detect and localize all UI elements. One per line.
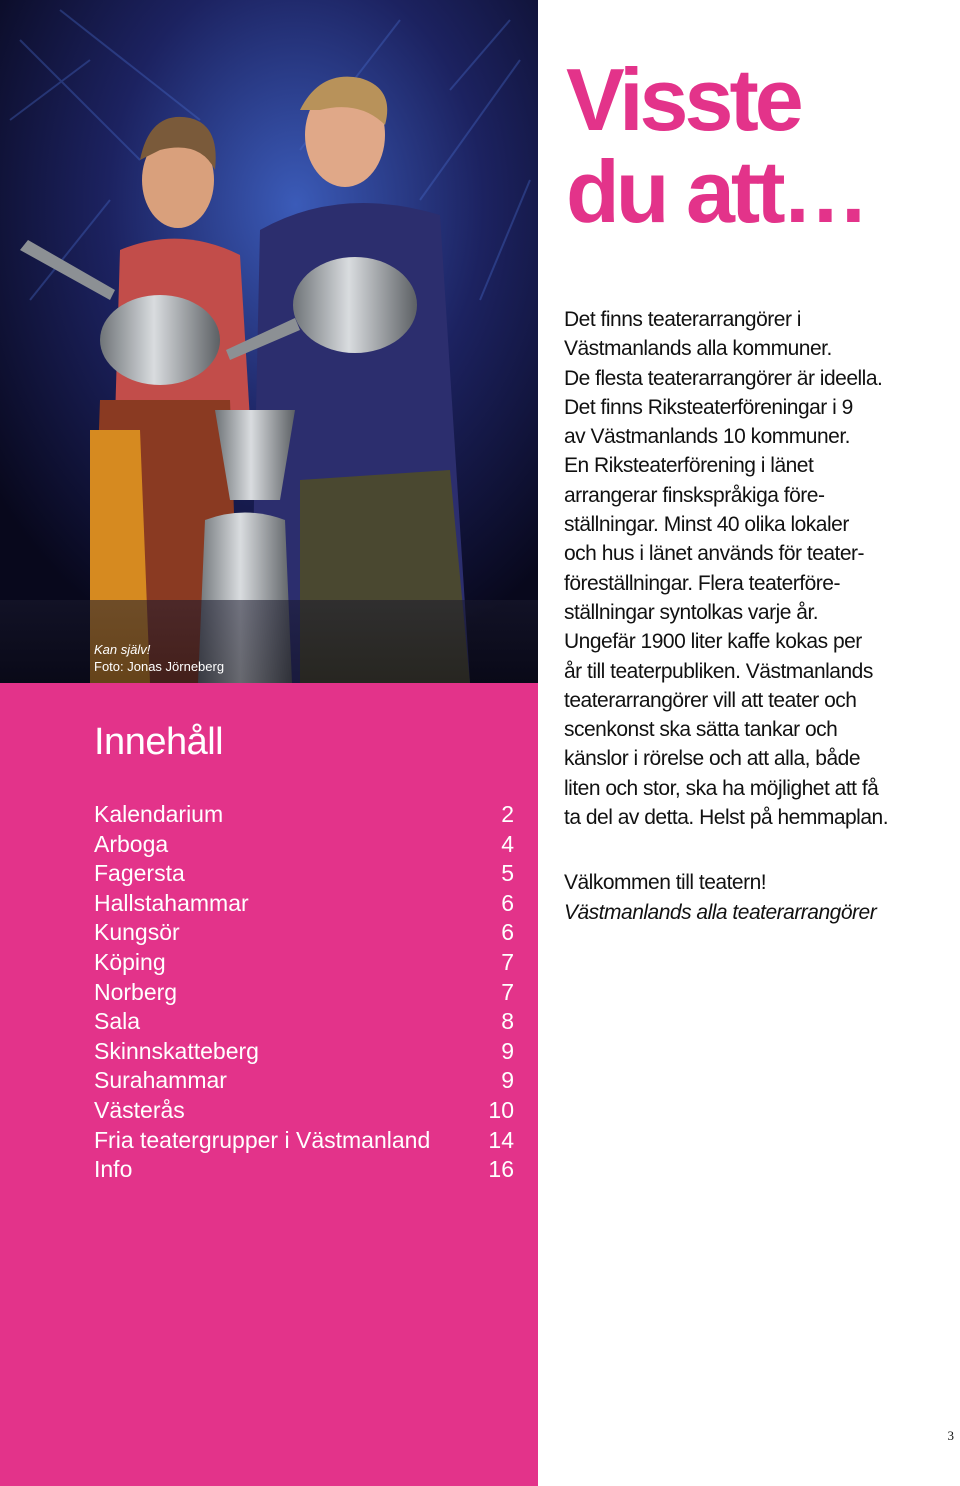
toc-entry <box>94 889 514 919</box>
toc-entry-page: 7 <box>501 978 514 1005</box>
toc-entry <box>94 859 514 889</box>
body-line: teaterarrangörer vill att teater och <box>564 688 857 712</box>
toc-entry <box>94 948 514 978</box>
toc-entry <box>94 1007 514 1037</box>
caption-title: Kan själv! <box>94 642 151 657</box>
signature: Västmanlands alla teaterarrangörer <box>564 901 877 924</box>
toc-entry-name: Sala <box>94 1008 141 1035</box>
body-line: och hus i länet används för teater- <box>564 542 865 566</box>
body-line: Ungefär 1900 liter kaffe kokas per <box>564 630 862 654</box>
body-line: arrangerar finskspråkiga före- <box>564 483 825 507</box>
toc-entry-page: 6 <box>501 889 514 916</box>
article-heading <box>566 50 866 241</box>
toc-entry <box>94 978 514 1008</box>
toc-entry <box>94 1126 514 1156</box>
photo-illustration <box>0 0 538 683</box>
contents-title: Innehåll <box>94 721 224 763</box>
toc-entry-name: Västerås <box>94 1096 185 1123</box>
body-line: Det finns Riksteaterföreningar i 9 <box>564 395 853 419</box>
body-line: De flesta teaterarrangörer är ideella. <box>564 366 883 390</box>
body-line: Västmanlands alla kommuner. <box>564 337 832 361</box>
heading-line-2: du att… <box>566 142 866 241</box>
body-line: ta del av detta. Helst på hemmaplan. <box>564 806 889 830</box>
article-column <box>538 0 960 1486</box>
toc-entry-name: Surahammar <box>94 1067 227 1094</box>
toc-entry-page: 4 <box>501 830 514 857</box>
toc-entry-page: 6 <box>501 919 514 946</box>
toc-entry-page: 5 <box>501 860 514 887</box>
body-line: föreställningar. Flera teaterföre- <box>564 571 840 595</box>
toc-entry-page: 9 <box>501 1037 514 1064</box>
toc-entry-name: Kungsör <box>94 919 180 946</box>
toc-entry-page: 16 <box>488 1156 514 1183</box>
heading-line-1: Visste <box>566 50 800 149</box>
toc-entry <box>94 1037 514 1067</box>
toc-entry-page: 2 <box>501 801 514 827</box>
toc-entry <box>94 918 514 948</box>
toc-entry <box>94 1096 514 1126</box>
body-line: Det finns teaterarrangörer i <box>564 308 801 331</box>
body-line: år till teaterpubliken. Västmanlands <box>564 659 873 683</box>
welcome-text: Välkommen till teatern! <box>564 871 767 894</box>
toc-entry-page: 9 <box>501 1067 514 1094</box>
toc-entry-page: 8 <box>501 1008 514 1035</box>
body-line: ställningar syntolkas varje år. <box>564 600 819 624</box>
toc-entry-page: 10 <box>488 1096 514 1123</box>
toc-entry <box>94 800 514 830</box>
toc-entry-name: Hallstahammar <box>94 889 249 916</box>
body-line: liten och stor, ska ha möjlighet att få <box>564 776 879 800</box>
toc-entry <box>94 1066 514 1096</box>
toc-entry-page: 7 <box>501 948 514 975</box>
body-line: En Riksteaterförening i länet <box>564 454 814 478</box>
toc-entry-name: Fagersta <box>94 860 185 887</box>
contents-list <box>94 800 514 1185</box>
toc-entry-name: Köping <box>94 948 166 975</box>
body-line: känslor i rörelse och att alla, både <box>564 747 861 771</box>
toc-entry-name: Skinnskatteberg <box>94 1037 259 1064</box>
photo-caption <box>94 641 224 675</box>
toc-entry-name: Fria teatergrupper i Västmanland <box>94 1126 431 1153</box>
toc-entry <box>94 1155 514 1185</box>
toc-entry-name: Norberg <box>94 978 178 1005</box>
toc-entry-page: 14 <box>488 1126 514 1153</box>
cover-photo <box>0 0 538 683</box>
toc-entry-name: Info <box>94 1156 133 1183</box>
body-line: av Västmanlands 10 kommuner. <box>564 425 850 449</box>
toc-entry-name: Arboga <box>94 830 169 857</box>
photo-credit: Foto: Jonas Jörneberg <box>94 659 225 674</box>
article-body <box>564 305 960 832</box>
toc-entry <box>94 830 514 860</box>
page-number: 3 <box>947 1428 954 1443</box>
body-line: scenkonst ska sätta tankar och <box>564 718 838 742</box>
toc-entry-name: Kalendarium <box>94 801 224 827</box>
body-line: ställningar. Minst 40 olika lokaler <box>564 513 849 537</box>
